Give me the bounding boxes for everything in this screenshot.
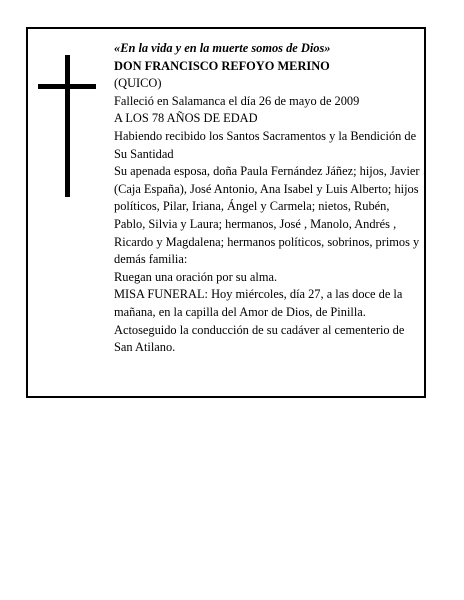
cross-horizontal-bar [38, 84, 96, 89]
motto: «En la vida y en la muerte somos de Dios» [114, 41, 331, 55]
deceased-name: DON FRANCISCO REFOYO MERINO [114, 58, 330, 73]
prayer-request: Ruegan una oración por su alma. [114, 269, 278, 284]
obituary-notice [26, 27, 426, 398]
family-list: Su apenada esposa, doña Paula Fernández Jáñez; hijos, Javier (Caja España), José Antonio, Ana Isabel y Luis Alberto; hijos políticos, Pilar, Iriana, Ángel y Carmela; nietos, Rubén, Pablo, Silvia y Laura; hermanos, José , Manolo, Andrés , Ricardo y Magdalena; hermanos políticos, sobrinos, primos y demás familia: [114, 164, 420, 267]
funeral-info: MISA FUNERAL: Hoy miércoles, día 27, a las doce de la mañana, en la capilla del Amor de Dios, de Pinilla. Actoseguido la conducción de su cadáver al cementerio de San Atilano. [114, 287, 405, 355]
age: A LOS 78 AÑOS DE EDAD [114, 111, 258, 126]
cross-vertical-bar [65, 55, 70, 197]
cross-icon [38, 55, 96, 197]
nickname: (QUICO) [114, 76, 162, 91]
obituary-text [114, 40, 422, 357]
sacraments: Habiendo recibido los Santos Sacramentos y la Bendición de Su Santidad [114, 128, 417, 161]
death-info: Falleció en Salamanca el día 26 de mayo de 2009 [114, 93, 360, 108]
